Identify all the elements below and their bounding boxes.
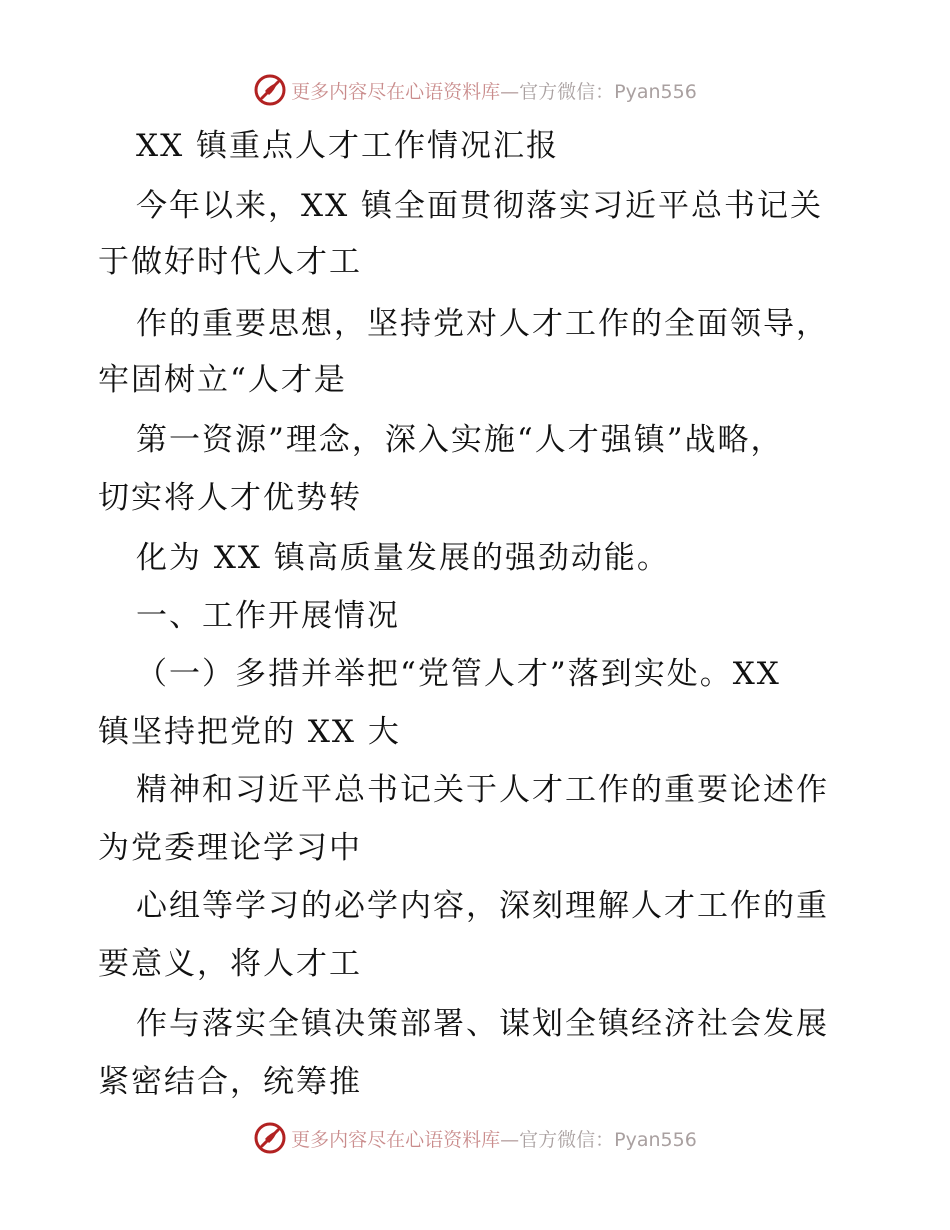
footer-banner-text	[291, 1125, 697, 1152]
footer-banner-dash: —	[500, 1128, 520, 1151]
document-title: XX 镇重点人才工作情况汇报	[136, 128, 559, 164]
paragraph-line: 第一资源”理念，深入实施“人才强镇”战略，	[136, 422, 784, 458]
paragraph-line: 作与落实全镇决策部署、谋划全镇经济社会发展	[136, 1006, 829, 1042]
paragraph-line: 要意义，将人才工	[98, 946, 362, 982]
subsection-heading: （一）多措并举把“党管人才”落到实处。XX	[136, 656, 781, 692]
footer-banner	[0, 1118, 950, 1158]
paragraph-line: 切实将人才优势转	[98, 480, 362, 516]
quill-logo-icon	[253, 1121, 287, 1155]
paragraph-line: 今年以来，XX 镇全面贯彻落实习近平总书记关	[136, 188, 823, 224]
section-heading: 一、工作开展情况	[136, 598, 400, 634]
paragraph-line: 精神和习近平总书记关于人才工作的重要论述作	[136, 772, 829, 808]
paragraph-line: 于做好时代人才工	[98, 244, 362, 280]
paragraph-line: 为党委理论学习中	[98, 830, 362, 866]
footer-banner-wechat: 官方微信：Pyan556	[519, 1128, 697, 1151]
header-banner-dash: —	[500, 80, 520, 103]
paragraph-line: 心组等学习的必学内容，深刻理解人才工作的重	[136, 888, 829, 924]
paragraph-line: 紧密结合，统筹推	[98, 1064, 362, 1100]
footer-banner-title: 更多内容尽在心语资料库	[291, 1128, 501, 1151]
header-banner-wechat: 官方微信：Pyan556	[519, 80, 697, 103]
paragraph-line: 作的重要思想，坚持党对人才工作的全面领导，	[136, 306, 829, 342]
paragraph-line: 镇坚持把党的 XX 大	[98, 714, 401, 750]
header-banner-title: 更多内容尽在心语资料库	[291, 80, 501, 103]
paragraph-line: 化为 XX 镇高质量发展的强劲动能。	[136, 540, 670, 576]
paragraph-line: 牢固树立“人才是	[98, 362, 347, 398]
